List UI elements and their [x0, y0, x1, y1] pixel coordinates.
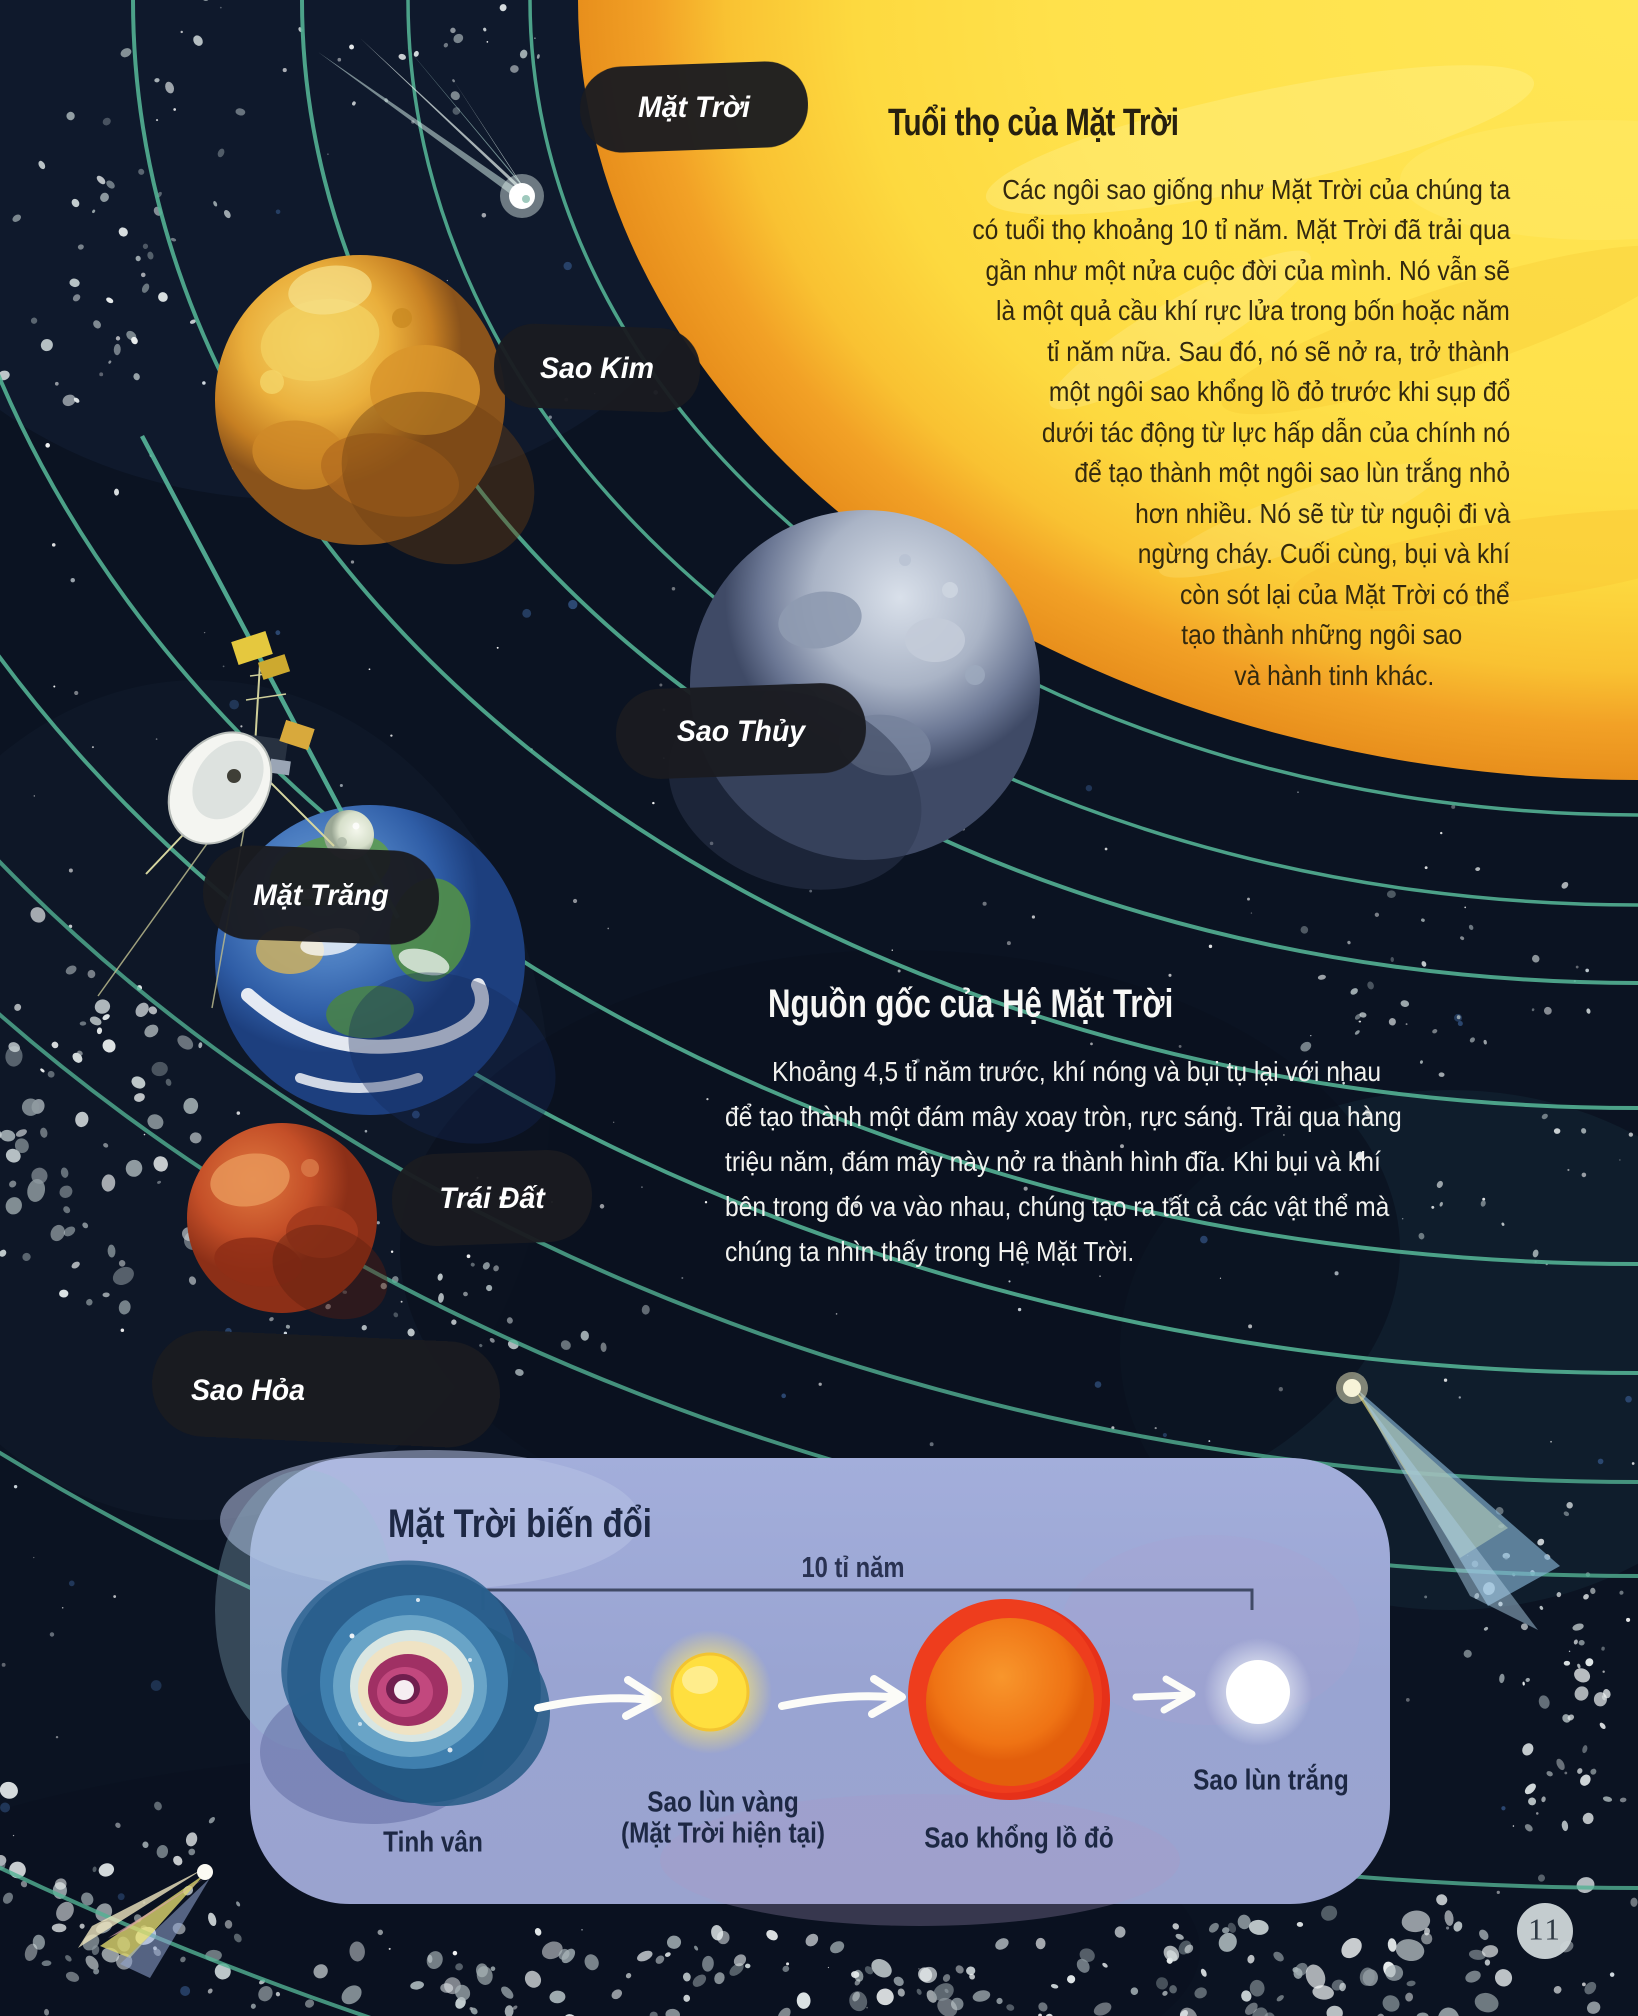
planet-label-moon: Mặt Trăng	[253, 879, 389, 912]
origin-paragraph-line: để tạo thành một đám mây xoay tròn, rực sáng. Trải qua hàng	[725, 1101, 1402, 1132]
planet-label-mars: Sao Hỏa	[190, 1374, 306, 1407]
stage-label-white-dwarf: Sao lùn trắng	[1193, 1764, 1349, 1797]
timeline-label: 10 tỉ năm	[801, 1552, 905, 1584]
planet-label-venus: Sao Kim	[539, 352, 655, 385]
yellow-dwarf-illustration	[648, 1630, 772, 1754]
white-dwarf-illustration	[1204, 1638, 1312, 1746]
stage-sublabel-current-sun: (Mặt Trời hiện tại)	[620, 1817, 826, 1850]
sun-paragraph-line: ngừng cháy. Cuối cùng, bụi và khí	[1137, 538, 1510, 569]
sun-paragraph-line: có tuổi thọ khoảng 10 tỉ năm. Mặt Trời đã trải qua	[971, 214, 1510, 245]
sun-section-title: Tuổi thọ của Mặt Trời	[888, 102, 1179, 144]
sun-paragraph-line: Các ngôi sao giống như Mặt Trời của chúng ta	[1002, 174, 1510, 205]
sun-paragraph-line: tạo thành những ngôi sao	[1181, 619, 1462, 650]
sun-paragraph-line: còn sót lại của Mặt Trời có thể	[1180, 579, 1510, 610]
stage-label-nebula: Tinh vân	[383, 1826, 483, 1859]
sun-paragraph-line: là một quả cầu khí rực lửa trong bốn hoặc năm	[996, 295, 1510, 326]
origin-paragraph-line: Khoảng 4,5 tỉ năm trước, khí nóng và bụi tụ lại với nhau	[772, 1056, 1382, 1087]
sun-paragraph-line: hơn nhiều. Nó sẽ từ từ nguội đi và	[1134, 498, 1510, 529]
planet-label-earth: Trái Đất	[439, 1182, 545, 1215]
sun-paragraph-line: để tạo thành một ngôi sao lùn trắng nhỏ	[1074, 457, 1510, 488]
sun-paragraph-line: một ngôi sao khổng lồ đỏ trước khi sụp đổ	[1048, 376, 1510, 407]
origin-paragraph-line: triệu năm, đám mây này nở ra thành hình đĩa. Khi bụi và khí	[725, 1146, 1381, 1177]
stage-label-yellow-dwarf: Sao lùn vàng	[647, 1786, 799, 1819]
panel-title: Mặt Trời biến đổi	[388, 1502, 652, 1546]
sun-paragraph-line: dưới tác động từ lực hấp dẫn của chính nó	[1041, 417, 1510, 448]
origin-section-title: Nguồn gốc của Hệ Mặt Trời	[768, 982, 1174, 1026]
planet-label-sun: Mặt Trời	[637, 91, 751, 124]
stage-label-red-giant: Sao khổng lồ đỏ	[924, 1822, 1114, 1855]
origin-paragraph-line: chúng ta nhìn thấy trong Hệ Mặt Trời.	[725, 1236, 1135, 1267]
origin-paragraph-line: bên trong đó va vào nhau, chúng tạo ra tất cả các vật thể mà	[725, 1191, 1390, 1222]
sun-paragraph-line: gần như một nửa cuộc đời của mình. Nó vẫn sẽ	[985, 255, 1510, 286]
sun-paragraph-line: tỉ năm nữa. Sau đó, nó sẽ nở ra, trở thành	[1047, 336, 1510, 367]
page-number: 11	[1528, 1911, 1562, 1947]
planet-label-mercury: Sao Thủy	[676, 715, 806, 748]
sun-paragraph-line: và hành tinh khác.	[1233, 660, 1434, 691]
